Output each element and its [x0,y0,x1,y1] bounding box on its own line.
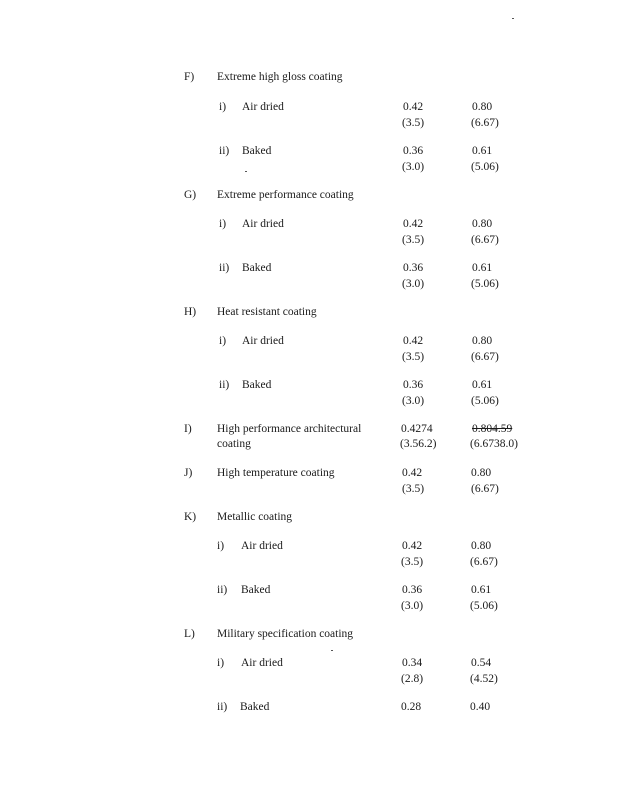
value-secondary: 0.61 [471,584,492,596]
section-letter: F) [184,71,195,83]
value-primary: 0.34 [402,657,423,669]
item-roman: i) [219,335,227,347]
value-secondary: 0.80 [471,467,492,479]
section-letter: K) [184,511,197,523]
value-secondary-paren: (5.06) [471,278,499,290]
item-label: Baked [242,379,272,391]
section-title: Metallic coating [217,511,293,523]
value-primary: 0.42 [402,467,423,479]
value-primary: 0.42 [403,101,424,113]
item-roman: ii) [217,584,228,596]
item-label: Air dried [242,218,284,230]
section-letter: J) [184,467,193,479]
value-primary: 0.36 [403,262,424,274]
item-roman: i) [217,657,225,669]
value-secondary: 0.80 [472,101,493,113]
item-roman: ii) [219,379,230,391]
section-letter: L) [184,628,195,640]
item-roman: i) [219,101,227,113]
value-secondary: 0.54 [471,657,492,669]
section-title: Heat resistant coating [217,306,317,318]
value-primary: 0.42 [403,218,424,230]
value-secondary-paren: (4.52) [470,673,498,685]
value-primary: 0.4274 [401,423,433,435]
item-roman: ii) [219,145,230,157]
value-primary: 0.28 [401,701,422,713]
value-secondary-paren: (6.67) [471,483,499,495]
value-secondary-paren: (6.6738.0) [470,438,518,450]
scan-speck [331,650,333,651]
section-title: Military specification coating [217,628,354,640]
value-secondary: 0.61 [472,379,493,391]
item-label: Baked [242,145,272,157]
value-primary-paren: (3.5) [401,556,424,568]
value-secondary: 0.40 [470,701,491,713]
value-secondary-paren: (6.67) [471,117,499,129]
value-secondary: 0.80 [472,218,493,230]
item-roman: ii) [219,262,230,274]
value-secondary: 0.80 [471,540,492,552]
item-label: Air dried [241,657,283,669]
value-secondary: 0.80 [472,335,493,347]
section-letter: G) [184,189,197,201]
section-letter: I) [184,423,192,435]
value-secondary-paren: (5.06) [470,600,498,612]
value-primary-paren: (3.5) [402,234,425,246]
value-secondary-paren: (6.67) [470,556,498,568]
scan-speck [512,18,514,19]
value-primary: 0.36 [403,145,424,157]
scan-speck [245,171,247,172]
section-letter: H) [184,306,197,318]
section-title-line1: High performance architectural [217,423,362,435]
value-primary: 0.42 [403,335,424,347]
value-secondary-paren: (6.67) [471,234,499,246]
value-secondary-struck: 0.804.59 [472,423,513,435]
item-label: Baked [242,262,272,274]
value-primary-paren: (3.5) [402,117,425,129]
value-primary-paren: (3.0) [402,278,425,290]
section-title: Extreme high gloss coating [217,71,343,83]
value-secondary-paren: (5.06) [471,161,499,173]
value-primary-paren: (2.8) [401,673,424,685]
section-title: High temperature coating [217,467,335,479]
section-title-line2: coating [217,438,251,450]
value-secondary: 0.61 [472,145,493,157]
item-roman: i) [219,218,227,230]
value-primary-paren: (3.0) [401,600,424,612]
item-label: Baked [240,701,270,713]
item-roman: i) [217,540,225,552]
item-label: Air dried [241,540,283,552]
value-secondary: 0.61 [472,262,493,274]
value-primary-paren: (3.56.2) [400,438,437,450]
value-primary-paren: (3.5) [402,351,425,363]
item-label: Air dried [242,335,284,347]
item-label: Baked [241,584,271,596]
item-roman: ii) [217,701,228,713]
section-title: Extreme performance coating [217,189,354,201]
value-primary: 0.36 [403,379,424,391]
value-secondary-paren: (5.06) [471,395,499,407]
value-primary-paren: (3.0) [402,161,425,173]
item-label: Air dried [242,101,284,113]
value-primary-paren: (3.0) [402,395,425,407]
value-secondary-paren: (6.67) [471,351,499,363]
value-primary-paren: (3.5) [402,483,425,495]
value-primary: 0.36 [402,584,423,596]
value-primary: 0.42 [402,540,423,552]
